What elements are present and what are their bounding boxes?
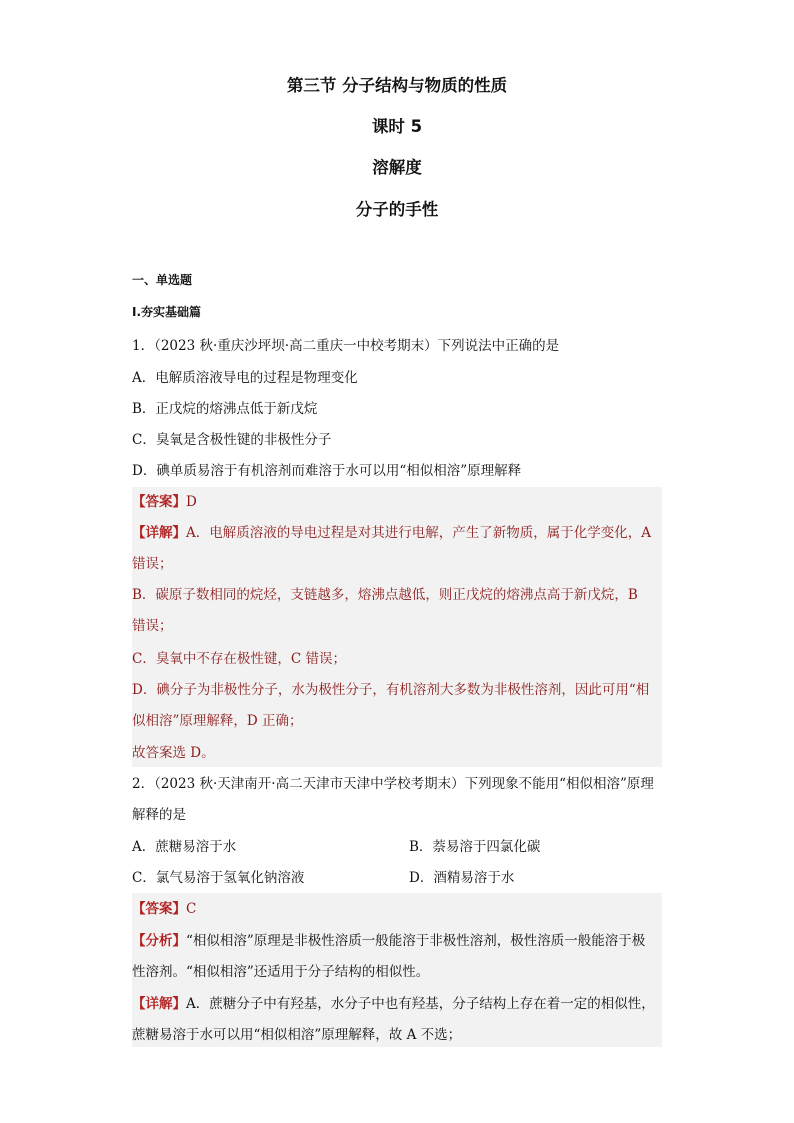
answer-tag: 【答案】 <box>132 901 186 917</box>
detail-text: A．蔗糖分子中有羟基，水分子中也有羟基，分子结构上存在着一定的相似性， <box>186 996 655 1012</box>
analysis-tag: 【分析】 <box>132 933 186 949</box>
answer-tag: 【答案】 <box>132 494 186 510</box>
question-2-detail-line <box>132 994 655 1014</box>
detail-tag: 【详解】 <box>132 996 186 1012</box>
analysis-text: “相似相溶”原理是非极性溶质一般能溶于非极性溶剂，极性溶质一般能溶于极 <box>186 933 646 949</box>
question-1-option-c: C．臭氧是含极性键的非极性分子 <box>132 432 332 448</box>
answer-value: D <box>186 494 197 510</box>
question-2-option-c: C．氯气易溶于氢氧化钠溶液 <box>132 870 305 886</box>
question-1-detail-line: 错误； <box>132 618 173 634</box>
question-2-stem: 2．（2023 秋·天津南开·高二天津市天津中学校考期末）下列现象不能用“相似相溶”原理 <box>132 776 654 792</box>
question-2-detail-line: 蔗糖易溶于水可以用“相似相溶”原理解释，故 A 不选； <box>132 1027 462 1043</box>
question-2-answer <box>132 899 196 919</box>
question-1-answer <box>132 492 197 512</box>
question-2-analysis-line: 性溶剂。“相似相溶”还适用于分子结构的相似性。 <box>132 964 430 980</box>
question-2-option-b: B．萘易溶于四氯化碳 <box>409 839 541 855</box>
section-title: 第三节 分子结构与物质的性质 <box>286 76 508 95</box>
question-2-option-d: D．酒精易溶于水 <box>409 870 515 886</box>
question-2-option-a: A．蔗糖易溶于水 <box>132 839 237 855</box>
question-1-detail-line: B．碳原子数相同的烷烃，支链越多，熔沸点越低，则正戊烷的熔沸点高于新戊烷，B <box>132 587 638 603</box>
question-2-stem: 解释的是 <box>132 807 186 823</box>
topic-title-chirality: 分子的手性 <box>355 200 439 219</box>
detail-text: A．电解质溶液的导电过程是对其进行电解，产生了新物质，属于化学变化，A <box>186 525 651 541</box>
question-1-detail-line: 似相溶”原理解释，D 正确； <box>132 713 303 729</box>
answer-value: C <box>186 901 197 917</box>
question-1-option-a: A．电解质溶液导电的过程是物理变化 <box>132 370 358 386</box>
question-2-analysis-line <box>132 931 645 951</box>
detail-tag: 【详解】 <box>132 525 186 541</box>
question-1-detail-line <box>132 523 651 543</box>
question-1-option-b: B．正戊烷的熔沸点低于新戊烷 <box>132 401 318 417</box>
topic-title-solubility: 溶解度 <box>372 158 422 177</box>
question-1-detail-line: 错误； <box>132 556 173 572</box>
question-1-detail-line: C．臭氧中不存在极性键，C 错误； <box>132 651 346 667</box>
question-1-option-d: D．碘单质易溶于有机溶剂而难溶于水可以用“相似相溶”原理解释 <box>132 463 522 479</box>
question-1-conclusion: 故答案选 D。 <box>132 745 215 761</box>
part-heading: 一、单选题 <box>132 273 193 287</box>
level-heading: Ⅰ.夯实基础篇 <box>132 305 202 319</box>
lesson-title: 课时 5 <box>371 117 423 136</box>
question-1-detail-line: D．碘分子为非极性分子，水为极性分子，有机溶剂大多数为非极性溶剂，因此可用“相 <box>132 682 650 698</box>
question-1-stem: 1．（2023 秋·重庆沙坪坝·高二重庆一中校考期末）下列说法中正确的是 <box>132 338 560 354</box>
